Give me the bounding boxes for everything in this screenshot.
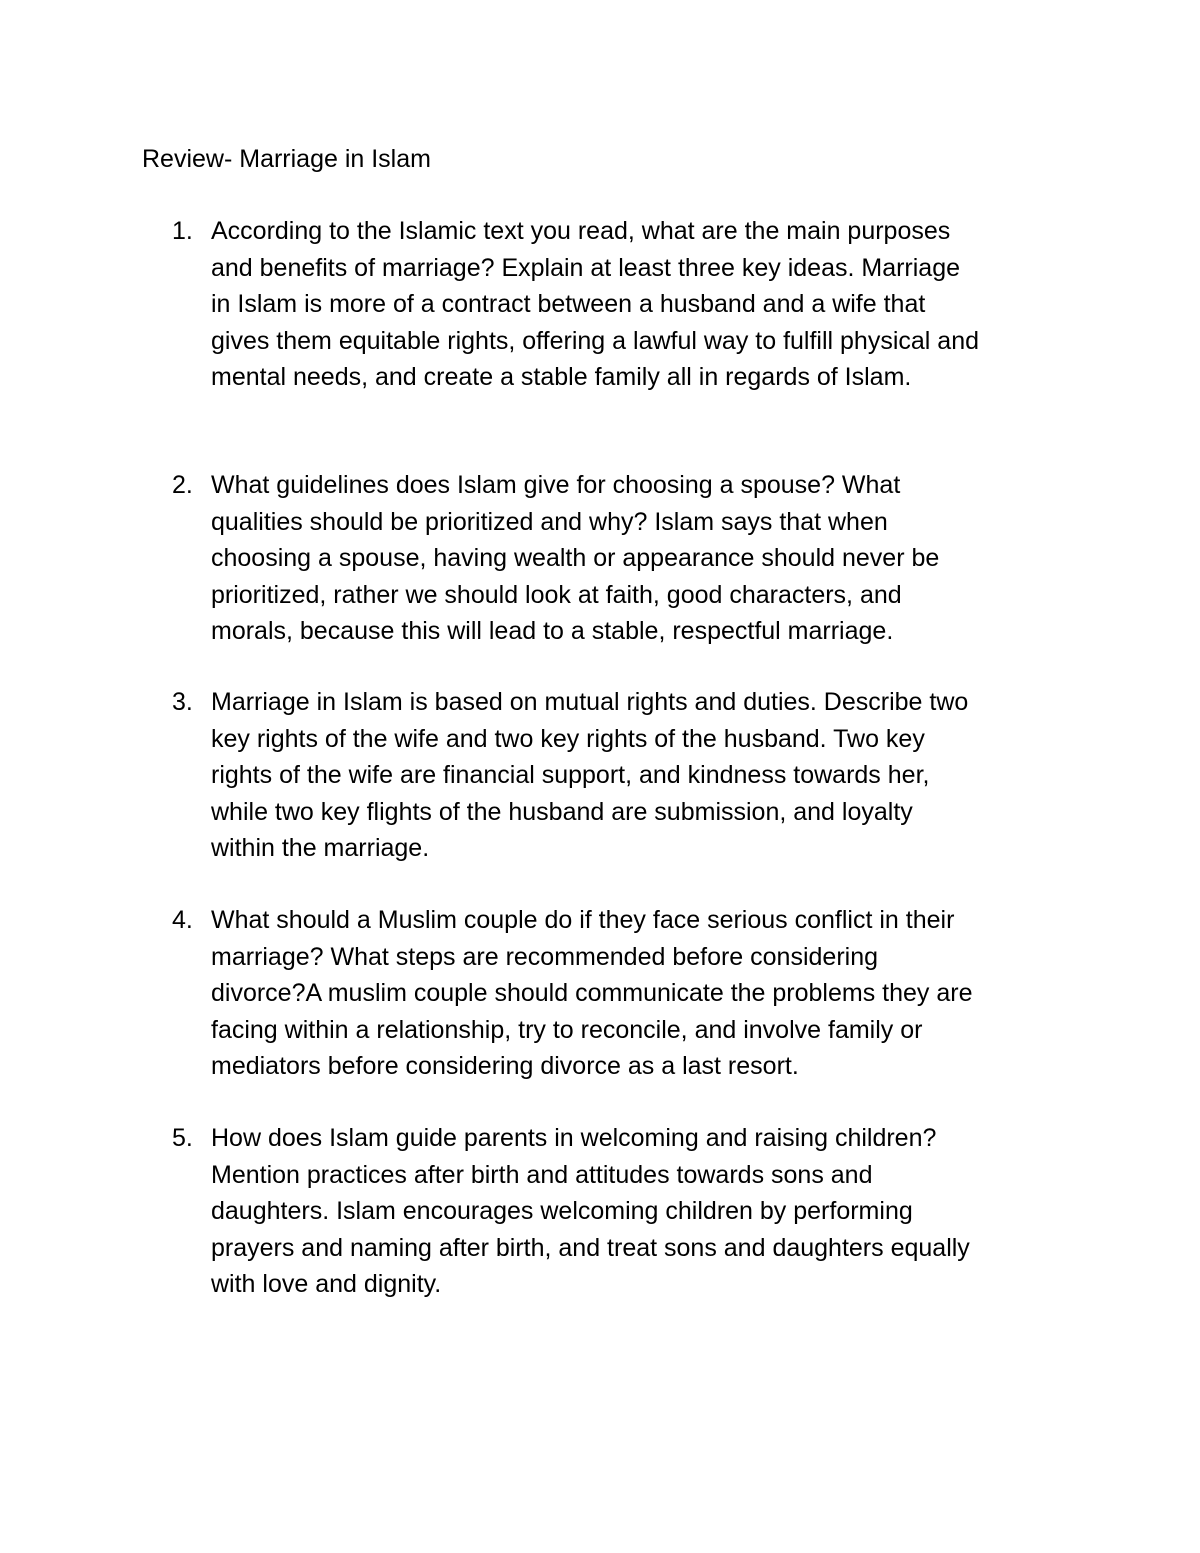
question-number: 4. xyxy=(172,906,193,934)
question-text xyxy=(211,467,1071,650)
question-item xyxy=(172,467,1072,650)
question-item xyxy=(172,213,1072,396)
text-line: What guidelines does Islam give for choosing a spouse? What xyxy=(211,471,901,499)
text-line: mediators before considering divorce as a last resort. xyxy=(211,1052,799,1080)
text-line: qualities should be prioritized and why? Islam says that when xyxy=(211,507,888,536)
text-line: key rights of the wife and two key rights of the husband. Two key xyxy=(211,724,925,753)
text-line: within the marriage. xyxy=(211,834,430,862)
question-number: 5. xyxy=(172,1124,193,1152)
text-line: According to the Islamic text you read, what are the main purposes xyxy=(211,217,951,245)
text-line: facing within a relationship, try to reconcile, and involve family or xyxy=(211,1015,923,1044)
text-line: and benefits of marriage? Explain at least three key ideas. Marriage xyxy=(211,253,961,282)
text-line: morals, because this will lead to a stable, respectful marriage. xyxy=(211,617,894,645)
question-text xyxy=(211,902,1071,1085)
question-item xyxy=(172,1120,1072,1303)
question-item xyxy=(172,684,1072,867)
question-number: 1. xyxy=(172,217,193,245)
text-line: Mention practices after birth and attitudes towards sons and xyxy=(211,1160,873,1189)
question-text xyxy=(211,213,1071,396)
text-line: prayers and naming after birth, and treat sons and daughters equally xyxy=(211,1233,970,1262)
text-line: marriage? What steps are recommended before considering xyxy=(211,942,879,971)
text-line: in Islam is more of a contract between a husband and a wife that xyxy=(211,290,926,318)
text-line: divorce?A muslim couple should communicate the problems they are xyxy=(211,979,973,1007)
text-line: How does Islam guide parents in welcoming and raising children? xyxy=(211,1124,937,1152)
text-line: while two key flights of the husband are submission, and loyalty xyxy=(211,797,913,826)
document-title: Review- Marriage in Islam xyxy=(142,145,431,173)
text-line: mental needs, and create a stable family all in regards of Islam. xyxy=(211,363,912,391)
question-number: 2. xyxy=(172,471,193,499)
text-line: prioritized, rather we should look at faith, good characters, and xyxy=(211,580,902,609)
text-line: Marriage in Islam is based on mutual rights and duties. Describe two xyxy=(211,688,969,716)
text-line: gives them equitable rights, offering a lawful way to fulfill physical and xyxy=(211,326,980,355)
question-number: 3. xyxy=(172,688,193,716)
question-text xyxy=(211,1120,1071,1303)
text-line: What should a Muslim couple do if they face serious conflict in their xyxy=(211,906,955,934)
text-line: rights of the wife are financial support, and kindness towards her, xyxy=(211,761,930,789)
text-line: with love and dignity. xyxy=(211,1270,442,1298)
question-item xyxy=(172,902,1072,1085)
question-text xyxy=(211,684,1071,867)
text-line: choosing a spouse, having wealth or appearance should never be xyxy=(211,544,940,572)
text-line: daughters. Islam encourages welcoming children by performing xyxy=(211,1197,913,1225)
